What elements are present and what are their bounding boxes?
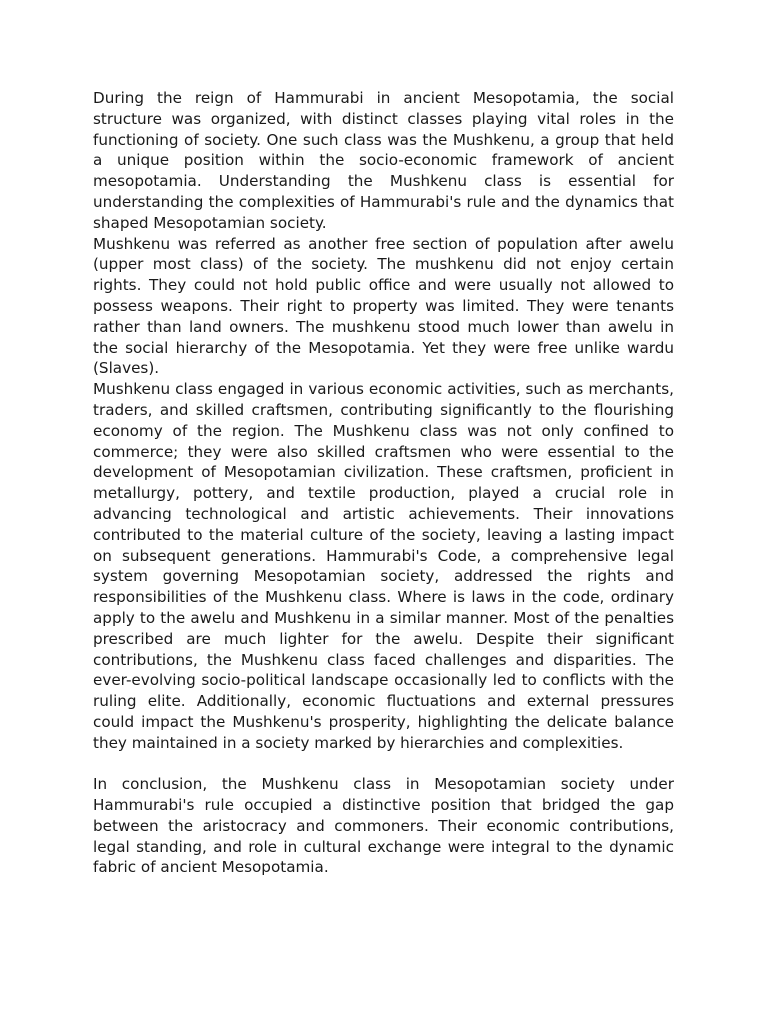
paragraph-economic-role: Mushkenu class engaged in various economic activities, such as merchants, traders, and skilled craftsmen, contributing significantly to the flourishing economy of the region. The Mushkenu class was not only confined to commerce; they were also skilled craftsmen who were essential to the development of Mesopotamian civilization. These craftsmen, proficient in metallurgy, pottery, and textile production, played a crucial role in advancing technological and artistic achievements. Their innovations contributed to the material culture of the society, leaving a lasting impact on subsequent generations. Hammurabi's Code, a comprehensive legal system governing Mesopotamian society, addressed the rights and responsibilities of the Mushkenu class. Where is laws in the code, ordinary apply to the awelu and Mushkenu in a similar manner. Most of the penalties prescribed are much lighter for the awelu. Despite their significant contributions, the Mushkenu class faced challenges and disparities. The ever-evolving socio-political landscape occasionally led to conflicts with the ruling elite. Additionally, economic fluctuations and external pressures could impact the Mushkenu's prosperity, highlighting the delicate balance they maintained in a society marked by hierarchies and complexities. [93,380,674,752]
paragraph-intro: During the reign of Hammurabi in ancient Mesopotamia, the social structure was organized, with distinct classes playing vital roles in the functioning of society. One such class was the Mushkenu, a group that held a unique position within the socio-economic framework of ancient mesopotamia. Understanding the Mushkenu class is essential for understanding the complexities of Hammurabi's rule and the dynamics that shaped Mesopotamian society. [93,89,674,232]
document-body [93,88,674,878]
paragraph-mushkenu-status: Mushkenu was referred as another free section of population after awelu (upper most class) of the society. The mushkenu did not enjoy certain rights. They could not hold public office and were usually not allowed to possess weapons. Their right to property was limited. They were tenants rather than land owners. The mushkenu stood much lower than awelu in the social hierarchy of the Mesopotamia. Yet they were free unlike wardu (Slaves). [93,234,674,378]
paragraph-conclusion: In conclusion, the Mushkenu class in Mesopotamian society under Hammurabi's rule occupied a distinctive position that bridged the gap between the aristocracy and commoners. Their economic contributions, legal standing, and role in cultural exchange were integral to the dynamic fabric of ancient Mesopotamia. [93,775,674,877]
